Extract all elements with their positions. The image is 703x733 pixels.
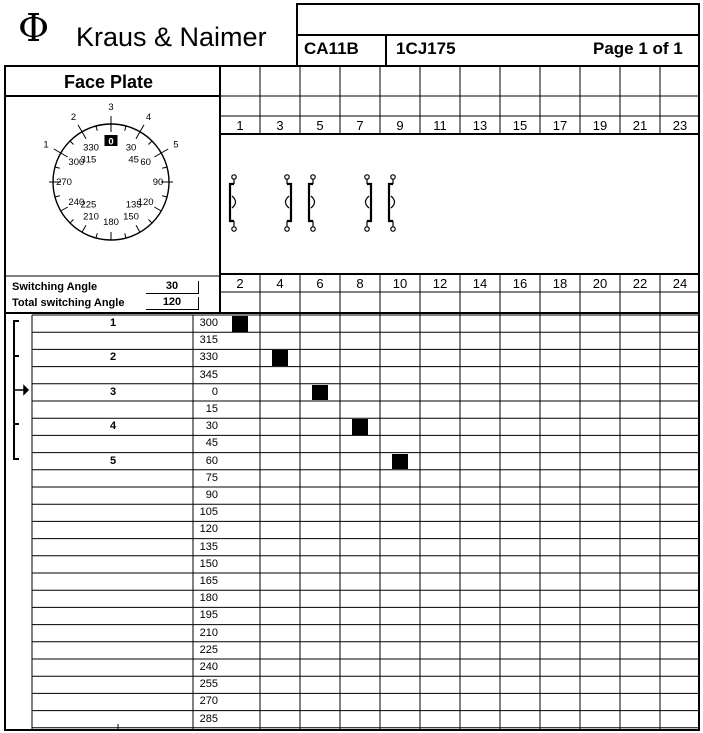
total-angle-value: 120: [146, 297, 199, 310]
contact-symbol: [365, 175, 371, 231]
terminal-top-5: 5: [316, 118, 324, 133]
terminal-bottom-22: 22: [632, 276, 648, 291]
contact-symbols: [0, 0, 703, 313]
dial-angle-60: 60: [140, 157, 151, 168]
angle-value: 255: [199, 678, 218, 691]
position-number: 3: [109, 385, 117, 398]
angle-value: 150: [199, 557, 218, 570]
position-number: 1: [109, 317, 117, 329]
terminal-bottom-8: 8: [356, 276, 364, 291]
switching-angle-value: 30: [146, 281, 199, 294]
dial-angle-315: 315: [80, 154, 97, 166]
dial-angle-180: 180: [103, 217, 119, 228]
angle-value: 90: [205, 489, 218, 501]
switching-angle-label: Switching Angle: [12, 281, 98, 293]
contact-symbol: [230, 175, 236, 231]
terminal-top-13: 13: [472, 118, 488, 133]
terminal-top-1: 1: [236, 118, 244, 133]
dial-angle-135: 135: [125, 199, 142, 211]
terminal-bottom-18: 18: [552, 276, 568, 291]
terminal-top-19: 19: [592, 118, 608, 133]
dial-angle-150: 150: [123, 211, 139, 223]
face-plate-title: Face Plate: [64, 72, 154, 92]
total-angle-label: Total switching Angle: [12, 297, 125, 309]
angle-value: 45: [205, 437, 218, 450]
program-code: 1CJ175: [396, 39, 456, 58]
terminal-top-17: 17: [552, 118, 568, 133]
dial-angle-30: 30: [125, 142, 137, 154]
angle-value: 15: [205, 403, 218, 415]
angle-value: 120: [199, 523, 218, 536]
contact-closed-marker: [392, 454, 408, 470]
dial-angle-90: 90: [152, 177, 164, 188]
terminal-bottom-6: 6: [316, 276, 324, 291]
terminal-bottom-4: 4: [276, 276, 284, 291]
page-indicator: Page 1 of 1: [593, 39, 683, 58]
brand-logo-symbol: Φ: [18, 6, 50, 50]
terminal-bottom-10: 10: [392, 276, 408, 291]
dial-angle-240: 240: [68, 197, 85, 208]
angle-value: 30: [205, 420, 218, 433]
terminal-top-21: 21: [632, 118, 648, 133]
angle-value: 345: [199, 368, 218, 381]
position-number: 5: [109, 454, 117, 467]
brand-name: Kraus & Naimer: [76, 22, 267, 52]
position-number: 2: [109, 351, 117, 364]
angle-value: 165: [199, 575, 218, 587]
terminal-top-15: 15: [512, 118, 528, 133]
terminal-bottom-24: 24: [672, 276, 688, 291]
contact-symbol: [389, 175, 395, 231]
angle-value: 300: [199, 317, 218, 329]
dial-angle-210: 210: [83, 211, 99, 223]
angle-value: 105: [199, 506, 218, 519]
angle-value: 270: [199, 695, 218, 708]
dial-position-2: 2: [70, 112, 77, 124]
dial-position-4: 4: [145, 112, 152, 124]
dial-angle-0: 0: [108, 136, 114, 148]
terminal-top-11: 11: [433, 118, 447, 133]
contact-closed-marker: [312, 385, 328, 401]
angle-value: 0: [211, 385, 218, 398]
contact-symbol: [285, 175, 291, 231]
terminal-top-9: 9: [396, 118, 404, 133]
angle-value: 180: [199, 592, 218, 605]
angle-value: 285: [199, 712, 218, 725]
dial-position-5: 5: [173, 139, 179, 151]
dial-angle-270: 270: [56, 177, 72, 188]
angle-value: 210: [199, 626, 218, 639]
dial-position-1: 1: [43, 139, 49, 151]
angle-value: 195: [199, 609, 218, 622]
contact-closed-marker: [232, 316, 248, 332]
dial-angle-225: 225: [80, 199, 97, 211]
type-code: CA11B: [304, 39, 359, 58]
dial-position-3: 3: [108, 102, 114, 113]
terminal-bottom-16: 16: [512, 276, 528, 291]
contact-symbol: [309, 175, 315, 231]
angle-value: 315: [199, 334, 218, 347]
terminal-bottom-20: 20: [592, 276, 608, 291]
terminal-top-3: 3: [276, 118, 284, 133]
terminal-bottom-2: 2: [236, 276, 244, 291]
angle-value: 330: [199, 351, 218, 364]
angle-value: 225: [199, 643, 218, 656]
dial-angle-120: 120: [137, 197, 154, 208]
terminal-bottom-12: 12: [432, 276, 448, 291]
terminal-top-7: 7: [356, 118, 364, 133]
contact-closed-marker: [272, 350, 288, 366]
angle-value: 75: [205, 471, 218, 484]
angle-value: 240: [199, 661, 218, 673]
dial-angle-300: 300: [68, 157, 85, 168]
contact-closed-marker: [352, 419, 368, 435]
terminal-top-23: 23: [672, 118, 688, 133]
dial-angle-330: 330: [83, 142, 99, 154]
position-number: 4: [109, 420, 117, 433]
angle-value: 135: [199, 540, 218, 553]
dial-angle-45: 45: [128, 154, 139, 166]
terminal-bottom-14: 14: [472, 276, 488, 291]
angle-value: 60: [205, 454, 218, 467]
